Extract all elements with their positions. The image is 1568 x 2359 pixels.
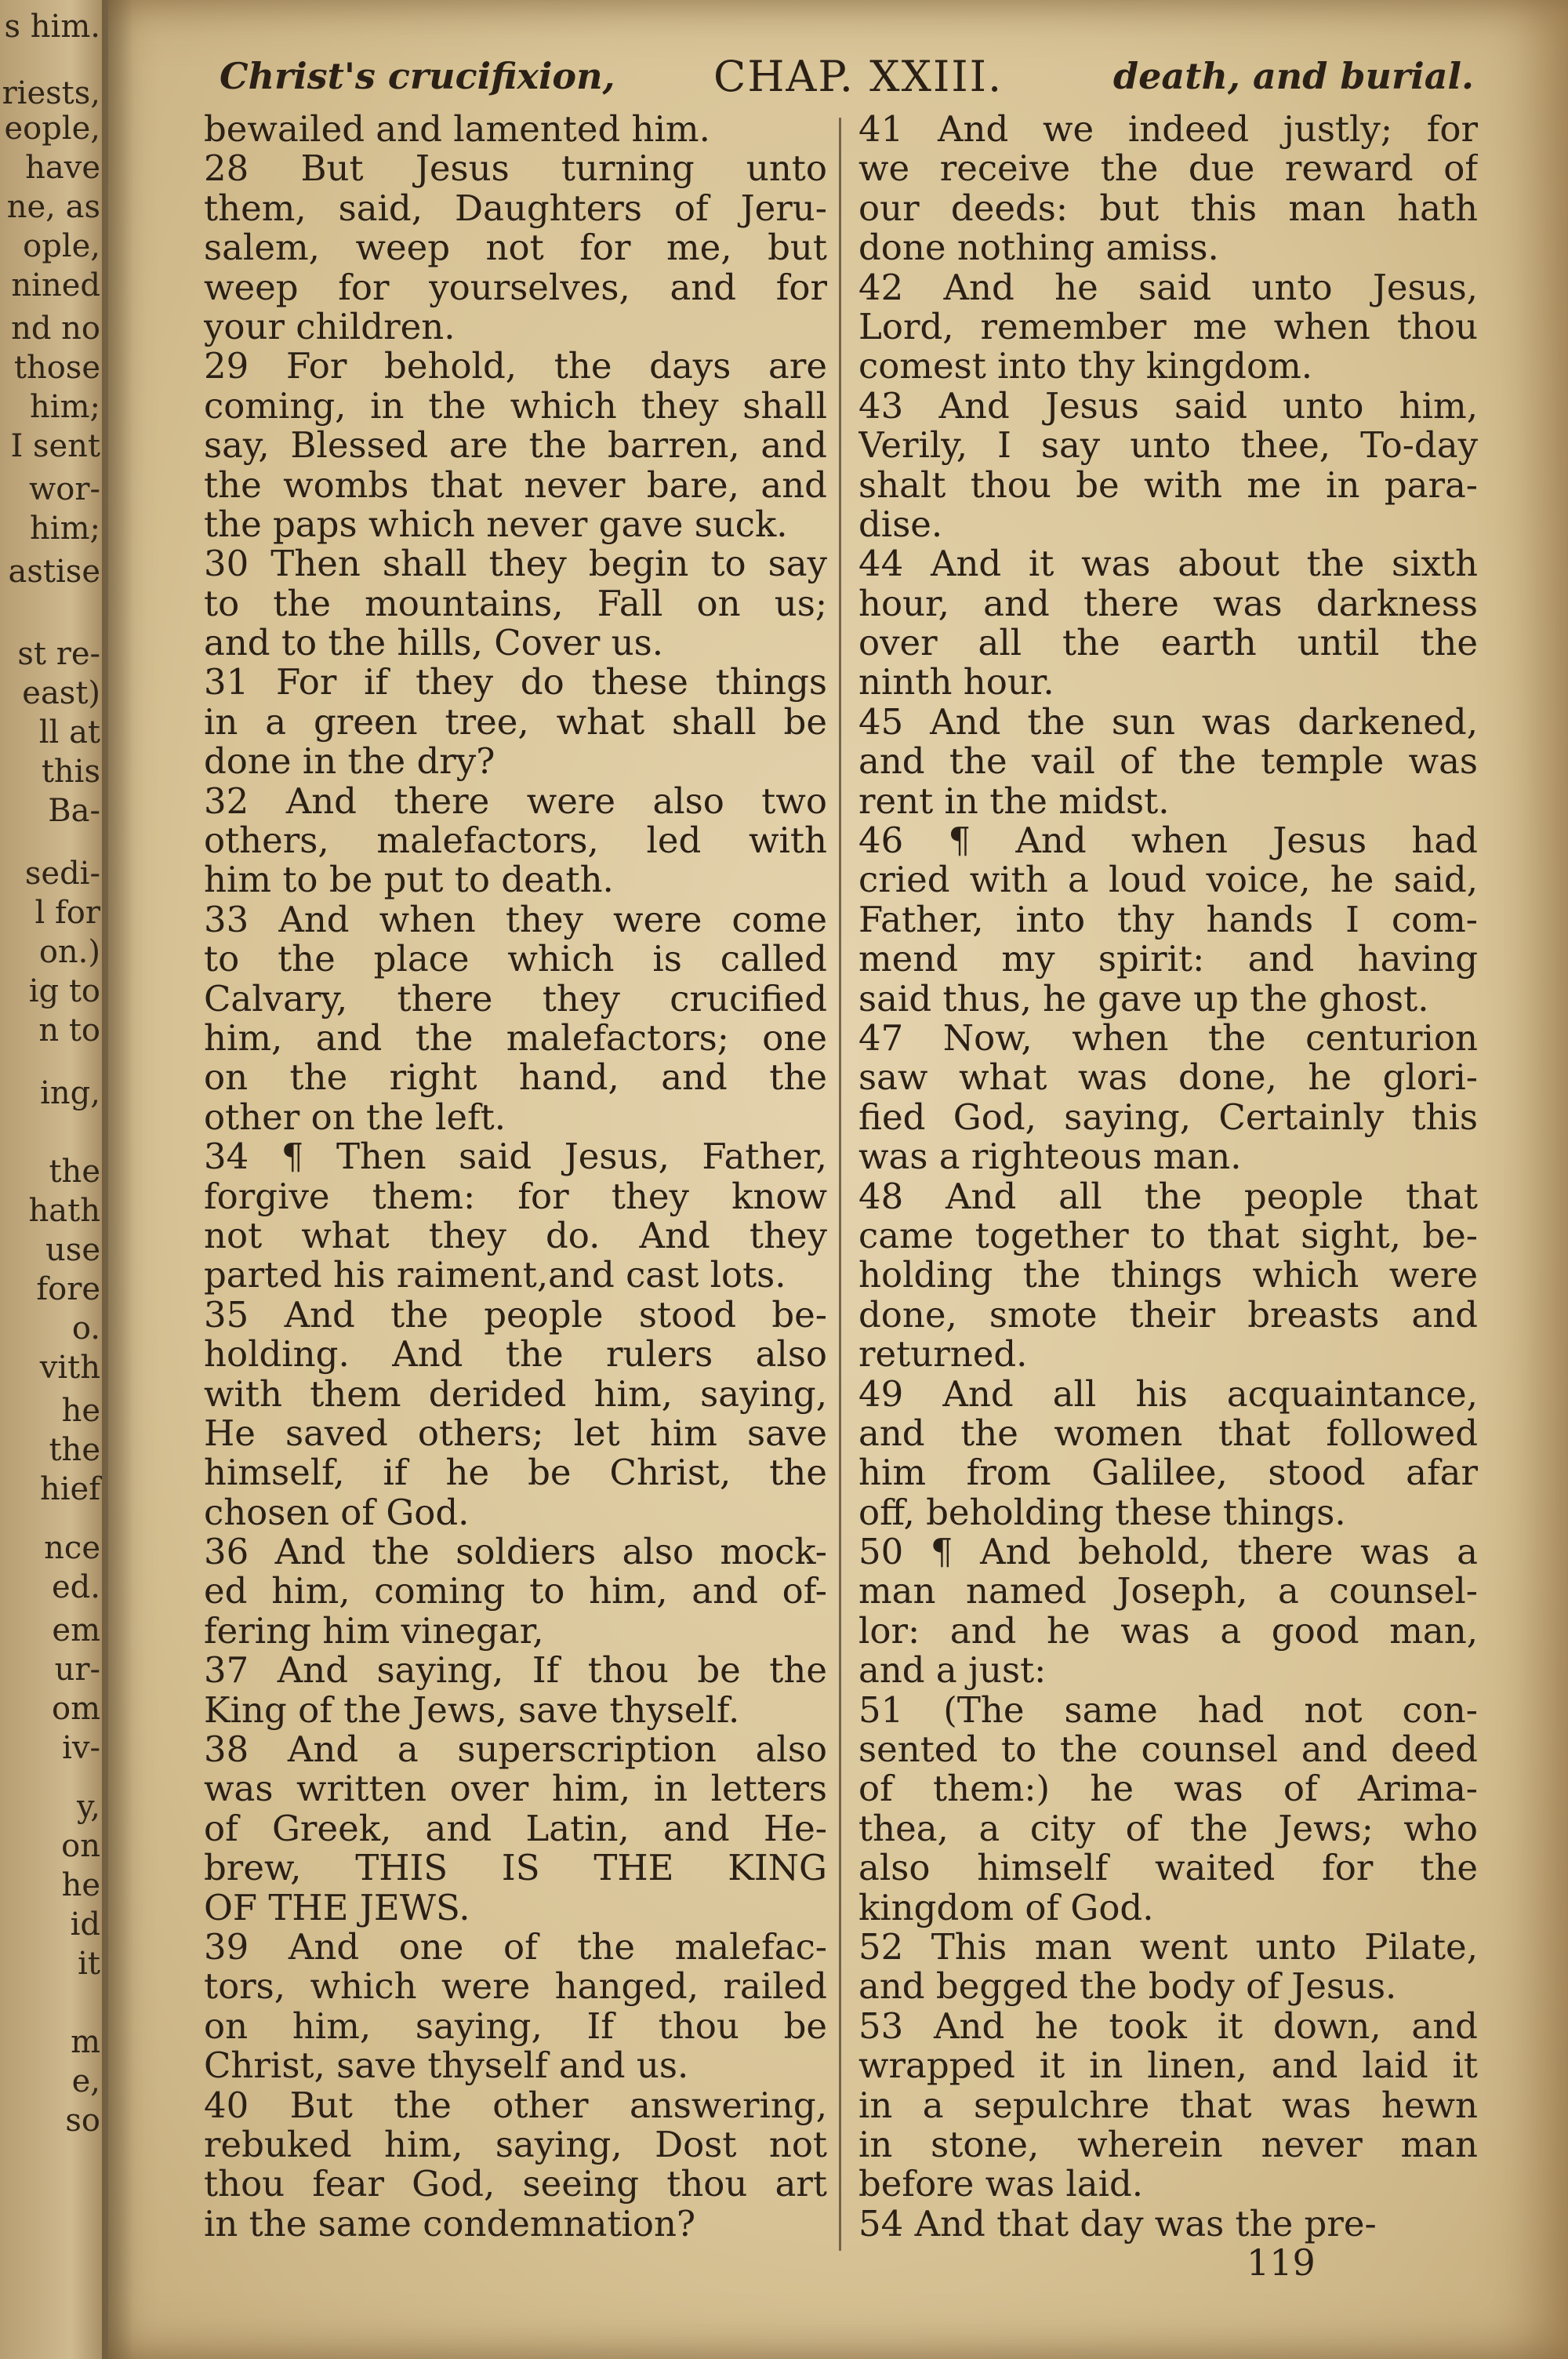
margin-fragment: hief — [39, 1471, 100, 1507]
margin-fragment: east) — [22, 675, 100, 711]
text-line: our deeds: but this man hath — [858, 188, 1478, 229]
margin-fragment: have — [25, 150, 100, 186]
left-column — [204, 110, 827, 2244]
text-line: 43 And Jesus said unto him, — [858, 386, 1478, 427]
text-line: say, Blessed are the barren, and — [204, 426, 827, 466]
text-line: of Greek, and Latin, and He- — [204, 1808, 827, 1849]
text-line: and a just: — [858, 1651, 1047, 1691]
margin-fragment: l for — [34, 895, 100, 931]
text-line: 44 And it was about the sixth — [858, 544, 1478, 584]
text-line: 38 And a superscription also — [204, 1730, 827, 1770]
text-line: shalt thou be with me in para- — [858, 465, 1478, 505]
margin-fragment: he — [61, 1393, 100, 1429]
margin-fragment: he — [61, 1867, 100, 1903]
text-line: man named Joseph, a counsel- — [858, 1572, 1478, 1612]
text-line: done, smote their breasts and — [858, 1295, 1478, 1336]
text-line: thea, a city of the Jews; who — [858, 1808, 1478, 1849]
text-line: was written over him, in letters — [204, 1769, 827, 1809]
text-line: 52 This man went unto Pilate, — [858, 1927, 1478, 1968]
text-line: weep for yourselves, and for — [204, 267, 827, 307]
text-line: and the women that followed — [858, 1413, 1478, 1454]
text-line: Father, into thy hands I com- — [858, 900, 1478, 940]
text-line: your children. — [204, 307, 456, 347]
text-line: saw what was done, he glori- — [858, 1058, 1478, 1098]
text-line: 48 And all the people that — [858, 1176, 1478, 1216]
margin-fragment: on — [61, 1828, 100, 1864]
margin-fragment: om — [51, 1691, 100, 1727]
text-line: fied God, saying, Certainly this — [858, 1097, 1478, 1138]
text-line: coming, in the which they shall — [204, 386, 827, 427]
text-line: to the mountains, Fall on us; — [204, 583, 827, 624]
text-line: done in the dry? — [204, 742, 495, 782]
margin-fragment: him; — [30, 511, 100, 547]
text-line: rebuked him, saying, Dost not — [204, 2125, 827, 2165]
text-line: lor: and he was a good man, — [858, 1611, 1478, 1652]
text-line: 51 (The same had not con- — [858, 1690, 1478, 1731]
margin-fragment: use — [45, 1232, 100, 1268]
text-line: 39 And one of the malefac- — [204, 1927, 827, 1968]
text-line: holding the things which were — [858, 1256, 1478, 1296]
text-line: 30 Then shall they begin to say — [204, 544, 827, 584]
margin-fragment: em — [52, 1612, 100, 1648]
text-line: bewailed and lamented him. — [204, 110, 710, 150]
text-line: King of the Jews, save thyself. — [204, 1690, 740, 1731]
text-line: 46 ¶ And when Jesus had — [858, 821, 1478, 861]
text-line: Lord, remember me when thou — [858, 307, 1478, 347]
margin-fragment: id — [70, 1906, 100, 1943]
margin-fragment: nce — [44, 1530, 100, 1566]
text-line: in stone, wherein never man — [858, 2125, 1478, 2165]
text-line: brew, THIS IS THE KING — [204, 1848, 827, 1888]
text-line: and begged the body of Jesus. — [858, 1967, 1397, 2007]
text-line: Christ, save thyself and us. — [204, 2046, 689, 2086]
margin-fragment: so — [65, 2103, 100, 2139]
running-header — [118, 52, 1482, 102]
text-line: wrapped it in linen, and laid it — [858, 2046, 1478, 2086]
text-line: cried with a loud voice, he said, — [858, 860, 1478, 900]
text-line: sented to the counsel and deed — [858, 1730, 1478, 1770]
margin-fragment: the — [49, 1432, 100, 1468]
margin-fragment: n to — [38, 1012, 100, 1049]
margin-fragment: e, — [71, 2063, 100, 2099]
margin-fragment: ople, — [23, 228, 100, 264]
text-line: parted his raiment,and cast lots. — [204, 1256, 786, 1296]
text-line: him, and the malefactors; one — [204, 1018, 827, 1059]
margin-fragment: ur- — [54, 1652, 100, 1688]
margin-fragment: ing, — [40, 1075, 100, 1111]
text-line: the wombs that never bare, and — [204, 465, 827, 505]
text-line: others, malefactors, led with — [204, 821, 827, 861]
margin-fragment: wor- — [29, 471, 100, 507]
text-line: rent in the midst. — [858, 781, 1170, 822]
margin-fragment: m — [71, 2024, 100, 2060]
text-line: over all the earth until the — [858, 623, 1478, 663]
text-line: also himself waited for the — [858, 1848, 1478, 1888]
text-line: 50 ¶ And behold, there was a — [858, 1532, 1478, 1572]
text-line: himself, if he be Christ, the — [204, 1453, 827, 1493]
margin-fragment: hath — [28, 1193, 100, 1229]
margin-fragment: it — [78, 1946, 100, 1982]
text-line: him to be put to death. — [204, 860, 614, 900]
header-left: Christ's crucifixion, — [220, 55, 615, 97]
text-line: 45 And the sun was darkened, — [858, 702, 1478, 743]
text-line: salem, weep not for me, but — [204, 228, 827, 268]
margin-fragment: eople, — [4, 111, 100, 147]
text-line: we receive the due reward of — [858, 149, 1478, 189]
margin-fragment: I sent — [10, 428, 100, 464]
margin-fragment: ig to — [28, 973, 100, 1009]
margin-fragment: o. — [71, 1310, 100, 1347]
text-line: on him, saying, If thou be — [204, 2006, 827, 2047]
text-line: 32 And there were also two — [204, 781, 827, 822]
text-line: chosen of God. — [204, 1492, 470, 1533]
text-line: kingdom of God. — [858, 1888, 1154, 1928]
text-line: Calvary, there they crucified — [204, 979, 827, 1019]
margin-fragment: this — [41, 754, 100, 790]
text-line: 33 And when they were come — [204, 900, 827, 940]
text-line: 36 And the soldiers also mock- — [204, 1532, 827, 1572]
text-line: and the vail of the temple was — [858, 742, 1478, 782]
text-line: returned. — [858, 1335, 1028, 1375]
text-line: 54 And that day was the pre- — [858, 2204, 1377, 2245]
text-line: 34 ¶ Then said Jesus, Father, — [204, 1137, 827, 1177]
margin-fragment: ll at — [38, 714, 100, 751]
text-line: to the place which is called — [204, 940, 827, 980]
page-number: 119 — [1247, 2241, 1316, 2284]
margin-fragment: nined — [11, 267, 100, 304]
header-right: death, and burial. — [1113, 55, 1474, 97]
text-line: 42 And he said unto Jesus, — [858, 267, 1478, 307]
text-line: 49 And all his acquaintance, — [858, 1374, 1478, 1414]
margin-fragment: astise — [8, 554, 100, 590]
text-line: ninth hour. — [858, 663, 1054, 703]
margin-fragment: the — [49, 1154, 100, 1190]
text-line: in a sepulchre that was hewn — [858, 2085, 1478, 2125]
margin-fragment: riests, — [2, 75, 100, 111]
text-line: 29 For behold, the days are — [204, 347, 827, 387]
text-line: in a green tree, what shall be — [204, 702, 827, 743]
text-line: before was laid. — [858, 2165, 1144, 2205]
text-line: with them derided him, saying, — [204, 1374, 827, 1414]
text-line: came together to that sight, be- — [858, 1216, 1478, 1256]
previous-page-edge — [0, 0, 102, 2359]
margin-fragment: ed. — [52, 1569, 100, 1605]
margin-fragment: ne, as — [6, 189, 100, 225]
margin-fragment: on.) — [38, 934, 100, 970]
text-line: fering him vinegar, — [204, 1611, 544, 1652]
text-line: was a righteous man. — [858, 1137, 1242, 1177]
right-column — [858, 110, 1478, 2244]
text-line: done nothing amiss. — [858, 228, 1219, 268]
text-line: the paps which never gave suck. — [204, 504, 788, 545]
margin-fragment: st re- — [17, 636, 100, 672]
text-line: thou fear God, seeing thou art — [204, 2165, 827, 2205]
margin-fragment: nd no — [11, 311, 100, 347]
text-line: 28 But Jesus turning unto — [204, 149, 827, 189]
margin-fragment: him; — [30, 389, 100, 425]
text-line: 53 And he took it down, and — [858, 2006, 1478, 2047]
column-divider — [839, 118, 841, 2251]
text-line: holding. And the rulers also — [204, 1335, 827, 1375]
text-line: and to the hills, Cover us. — [204, 623, 664, 663]
margin-fragment: those — [13, 350, 100, 386]
text-line: 31 For if they do these things — [204, 663, 827, 703]
text-line: comest into thy kingdom. — [858, 347, 1313, 387]
gutter-shadow — [102, 0, 133, 2359]
margin-fragment: sedi- — [24, 856, 100, 892]
margin-fragment: y, — [77, 1789, 100, 1825]
text-line: tors, which were hanged, railed — [204, 1967, 827, 2007]
text-line: them, said, Daughters of Jeru- — [204, 188, 827, 229]
text-line: on the right hand, and the — [204, 1058, 827, 1098]
text-line: not what they do. And they — [204, 1216, 827, 1256]
text-line: off, beholding these things. — [858, 1492, 1346, 1533]
margin-fragment: s him. — [4, 9, 100, 45]
text-line: 47 Now, when the centurion — [858, 1018, 1478, 1059]
text-line: 35 And the people stood be- — [204, 1295, 827, 1336]
text-line: him from Galilee, stood afar — [858, 1453, 1478, 1493]
margin-fragment: iv- — [62, 1730, 100, 1766]
text-line: 40 But the other answering, — [204, 2085, 827, 2125]
text-line: 37 And saying, If thou be the — [204, 1651, 827, 1691]
text-line: of them:) he was of Arima- — [858, 1769, 1478, 1809]
text-line: 41 And we indeed justly; for — [858, 110, 1478, 150]
margin-fragment: fore — [36, 1271, 100, 1307]
text-line: hour, and there was darkness — [858, 583, 1478, 624]
text-line: OF THE JEWS. — [204, 1888, 470, 1928]
header-chapter: CHAP. XXIII. — [713, 52, 1004, 101]
text-line: mend my spirit: and having — [858, 940, 1478, 980]
text-line: said thus, he gave up the ghost. — [858, 979, 1429, 1019]
text-line: Verily, I say unto thee, To-day — [858, 426, 1478, 466]
text-line: forgive them: for they know — [204, 1176, 827, 1216]
text-line: in the same condemnation? — [204, 2204, 696, 2245]
text-line: other on the left. — [204, 1097, 506, 1138]
margin-fragment: vith — [39, 1350, 100, 1386]
margin-fragment: Ba- — [48, 793, 100, 829]
text-line: He saved others; let him save — [204, 1413, 827, 1454]
text-line: dise. — [858, 504, 943, 545]
text-line: ed him, coming to him, and of- — [204, 1572, 827, 1612]
